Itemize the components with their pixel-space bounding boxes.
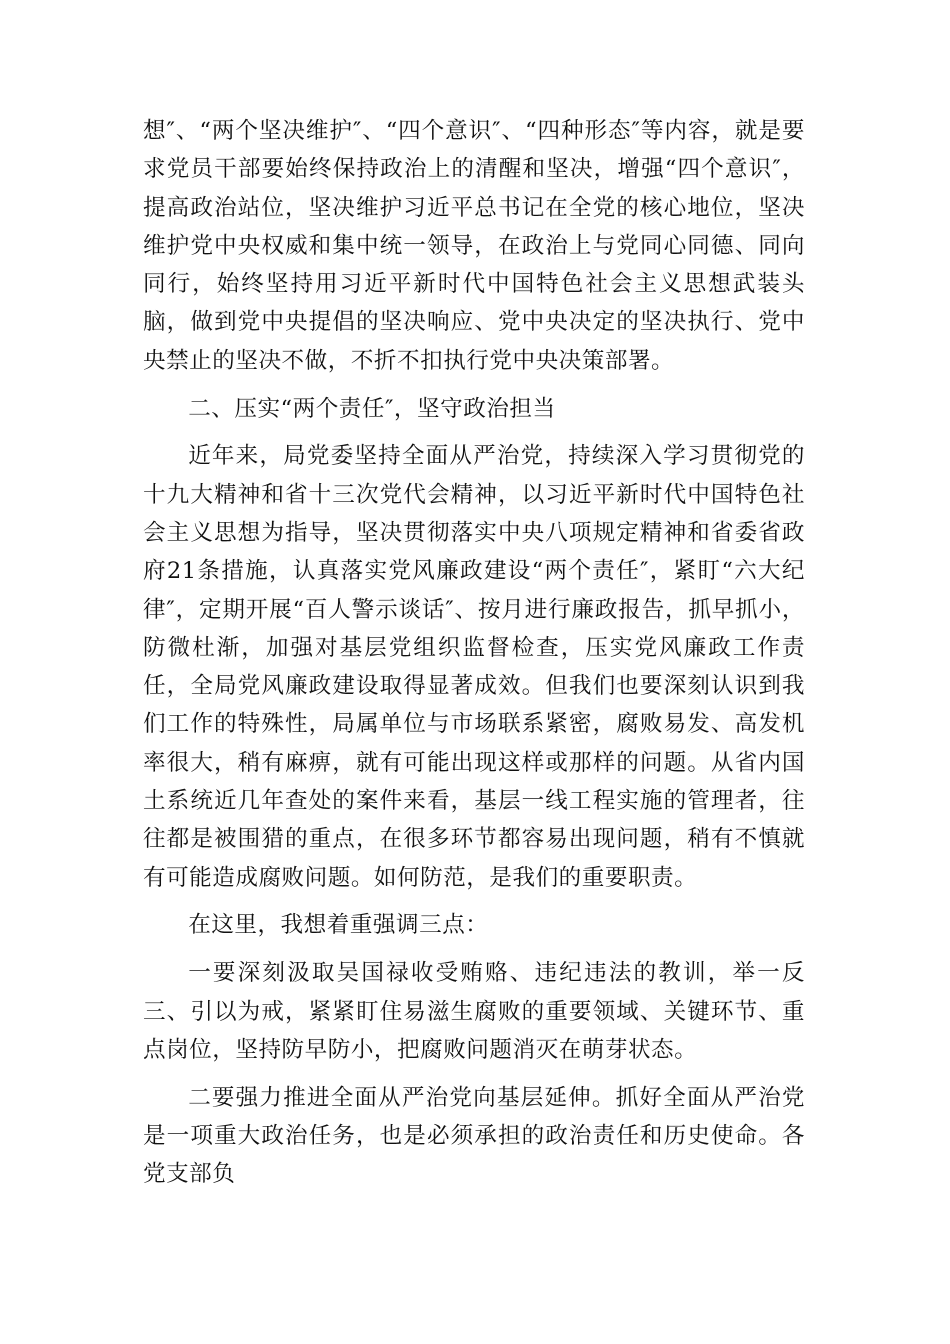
paragraph: 一要深刻汲取吴国禄收受贿赂、违纪违法的教训，举一反三、引以为戒，紧紧盯住易滋生腐败的重要领域、关键环节、重点岗位，坚持防早防小，把腐败问题消灭在萌芽状态。 bbox=[143, 960, 805, 1063]
paragraph: 二要强力推进全面从严治党向基层延伸。抓好全面从严治党是一项重大政治任务，也是必须承担的政治责任和历史使命。各党支部负 bbox=[143, 1084, 805, 1188]
paragraph: 在这里，我想着重强调三点： bbox=[188, 912, 489, 939]
section-heading: 二、压实“两个责任″，坚守政治担当 bbox=[188, 395, 556, 422]
paragraph-continuation: 想″、“两个坚决维护″、“四个意识″、“四种形态″等内容，就是要求党员干部要始终保持政治上的清醒和坚决，增强“四个意识″，提高政治站位，坚决维护习近平总书记在全党的核心地位，坚决维护党中央权威和集中统一领导，在政治上与党同心同德、同向同行，始终坚持用习近平新时代中国特色社会主义思想武装头脑，做到党中央提倡的坚决响应、党中央决定的坚决执行、党中央禁止的坚决不做，不折不扣执行党中央决策部署。 bbox=[143, 118, 805, 374]
paragraph: 近年来，局党委坚持全面从严治党，持续深入学习贯彻党的十九大精神和省十三次党代会精神，以习近平新时代中国特色社会主义思想为指导，坚决贯彻落实中央八项规定精神和省委省政府21条措施，认真落实党风廉政建设“两个责任″，紧盯“六大纪律″，定期开展“百人警示谈话″、按月进行廉政报告，抓早抓小，防微杜渐，加强对基层党组织监督检查，压实党风廉政工作责任，全局党风廉政建设取得显著成效。但我们也要深刻认识到我们工作的特殊性，局属单位与市场联系紧密，腐败易发、高发机率很大，稍有麻痹，就有可能出现这样或那样的问题。从省内国土系统近几年查处的案件来看，基层一线工程实施的管理者，往往都是被围猎的重点，在很多环节都容易出现问题，稍有不慎就有可能造成腐败问题。如何防范，是我们的重要职责。 bbox=[143, 443, 805, 891]
document-page bbox=[143, 112, 805, 1194]
